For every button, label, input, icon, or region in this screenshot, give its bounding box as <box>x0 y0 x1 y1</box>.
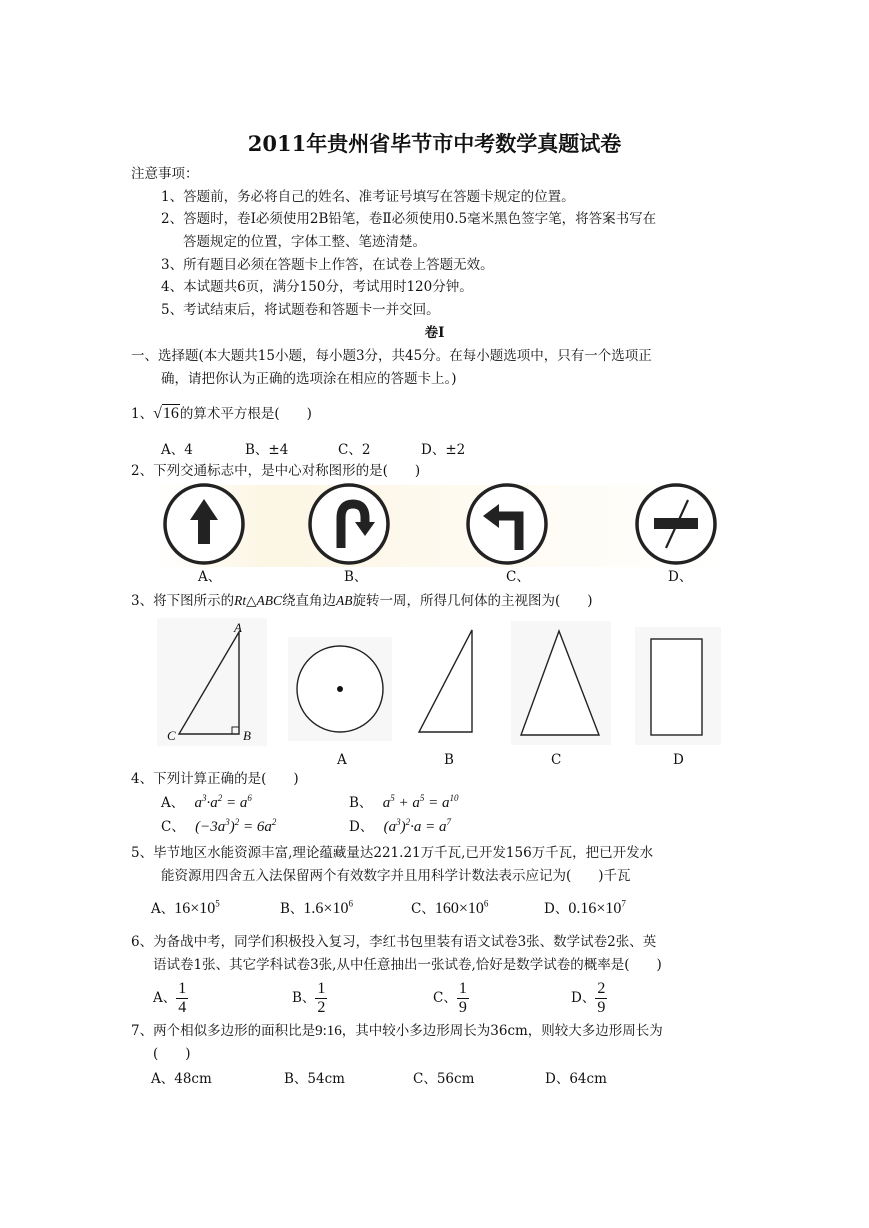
question-7-cont: ( ) <box>153 1046 191 1062</box>
traffic-sign-c-left-turn-icon <box>463 482 551 566</box>
notice-item: 2、答题时，卷Ⅰ必须使用2B铅笔，卷Ⅱ必须使用0.5毫米黑色签字笔，将答案书写在 <box>161 211 657 227</box>
q5-option-b: B、$1.6\times 10^6$ <box>280 898 353 917</box>
question-5-cont: 能资源用四舍五入法保留两个有效数字并且用科学计数法表示应记为( )千瓦 <box>161 868 631 884</box>
q7-option-a: A、48cm <box>151 1071 212 1087</box>
option-d-rectangle-figure <box>635 627 721 745</box>
notice-item: 答题规定的位置，字体工整、笔迹清楚。 <box>183 234 426 250</box>
q3-option-c: C <box>551 752 562 768</box>
notice-item: 5、考试结束后，将试题卷和答题卡一并交回。 <box>161 302 440 318</box>
q3-option-a: A <box>337 752 347 768</box>
q6-option-d: D、 $\frac{2}{9}$ <box>571 980 606 1016</box>
q3-option-b: B <box>444 752 454 768</box>
page-title: 2011年贵州省毕节市中考数学真题试卷 <box>247 131 622 156</box>
sqrt-expression: √16 <box>153 405 179 422</box>
part1-instruction: 确，请把你认为正确的选项涂在相应的答题卡上。) <box>161 371 457 387</box>
fraction: $\frac{1}{9}$ <box>458 980 467 1016</box>
q4-option-d-formula: $(a^3)^2\cdot a = a^7$ <box>383 817 451 835</box>
q4-option-c-formula: $(-3a^3)^2 = 6a^2$ <box>195 817 277 835</box>
q3-option-d: D <box>673 752 684 768</box>
q1-option-a: A、4 <box>161 442 193 458</box>
fraction: $\frac{1}{4}$ <box>178 980 187 1016</box>
question-2: 2、下列交通标志中，是中心对称图形的是( ) <box>131 463 421 479</box>
question-1: 1、√16的算术平方根是( ) <box>131 405 312 422</box>
option-b-triangle-figure <box>410 622 486 742</box>
q4-option-b-formula: $a^5 + a^5 = a^{10}$ <box>382 793 459 811</box>
question-3: 3、将下图所示的Rt△ABC绕直角边AB旋转一周，所得几何体的主视图为( ) <box>131 593 593 609</box>
question-4: 4、下列计算正确的是( ) <box>131 771 299 787</box>
q7-option-d: D、64cm <box>545 1071 607 1087</box>
q4-option-a-formula: $a^3\cdot a^2 = a^6$ <box>194 793 252 811</box>
q4-option-a: A、 $a^3\cdot a^2 = a^6$ <box>161 793 252 811</box>
section-heading: 卷Ⅰ <box>424 325 445 341</box>
traffic-sign-b-u-turn-icon <box>305 482 393 566</box>
q5-option-d: D、$0.16\times 10^7$ <box>544 898 626 917</box>
vertex-label-c: C <box>167 728 176 743</box>
q2-option-a: A、 <box>198 569 222 585</box>
q5-option-c: C、$160\times 10^6$ <box>411 898 489 917</box>
q4-option-b: B、 $a^5 + a^5 = a^{10}$ <box>349 793 459 811</box>
notice-item: 3、所有题目必须在答题卡上作答，在试卷上答题无效。 <box>161 257 494 273</box>
fraction: $\frac{2}{9}$ <box>597 980 606 1016</box>
notice-item: 1、答题前，务必将自己的姓名、准考证号填写在答题卡规定的位置。 <box>161 189 575 205</box>
q1-option-d: D、±2 <box>421 442 466 458</box>
traffic-sign-a-straight-arrow-icon <box>160 482 248 566</box>
q1-option-b: B、±4 <box>245 442 289 458</box>
vertex-label-b: B <box>243 728 251 743</box>
question-7: 7、两个相似多边形的面积比是9:16，其中较小多边形周长为36cm，则较大多边形周长为 <box>131 1023 663 1039</box>
q2-option-d: D、 <box>668 569 693 585</box>
q6-option-b: B、 $\frac{1}{2}$ <box>292 980 326 1016</box>
q2-option-c: C、 <box>506 569 530 585</box>
notice-heading: 注意事项： <box>131 166 199 182</box>
q2-option-b: B、 <box>344 569 368 585</box>
right-triangle-abc-figure <box>157 618 267 746</box>
question-6: 6、为备战中考，同学们积极投入复习，李红书包里装有语文试卷3张、数学试卷2张、英 <box>131 934 657 950</box>
q1-option-c: C、2 <box>338 442 371 458</box>
q7-option-b: B、54cm <box>284 1071 345 1087</box>
option-c-isosceles-triangle-figure <box>511 621 611 745</box>
q7-option-c: C、56cm <box>413 1071 475 1087</box>
fraction: $\frac{1}{2}$ <box>317 980 326 1016</box>
q5-option-a: A、$16\times 10^5$ <box>151 898 220 917</box>
option-a-circle-figure <box>288 637 392 741</box>
question-6-cont: 语试卷1张、其它学科试卷3张,从中任意抽出一张试卷,恰好是数学试卷的概率是( ) <box>153 957 662 973</box>
notice-item: 4、本试题共6页，满分150分，考试用时120分钟。 <box>161 279 473 295</box>
q6-option-c: C、 $\frac{1}{9}$ <box>433 980 467 1016</box>
q4-option-d: D、 $(a^3)^2\cdot a = a^7$ <box>349 817 451 835</box>
traffic-sign-d-bar-slash-icon <box>632 482 720 566</box>
part1-instruction: 一、选择题(本大题共15小题，每小题3分，共45分。在每小题选项中，只有一个选项正 <box>131 348 652 364</box>
vertex-label-a: A <box>234 620 242 635</box>
question-5: 5、毕节地区水能资源丰富,理论蕴藏量达221.21万千瓦,已开发156万千瓦，把已开发水 <box>131 845 654 861</box>
q4-option-c: C、 $(-3a^3)^2 = 6a^2$ <box>161 817 277 835</box>
q6-option-a: A、 $\frac{1}{4}$ <box>153 980 187 1016</box>
